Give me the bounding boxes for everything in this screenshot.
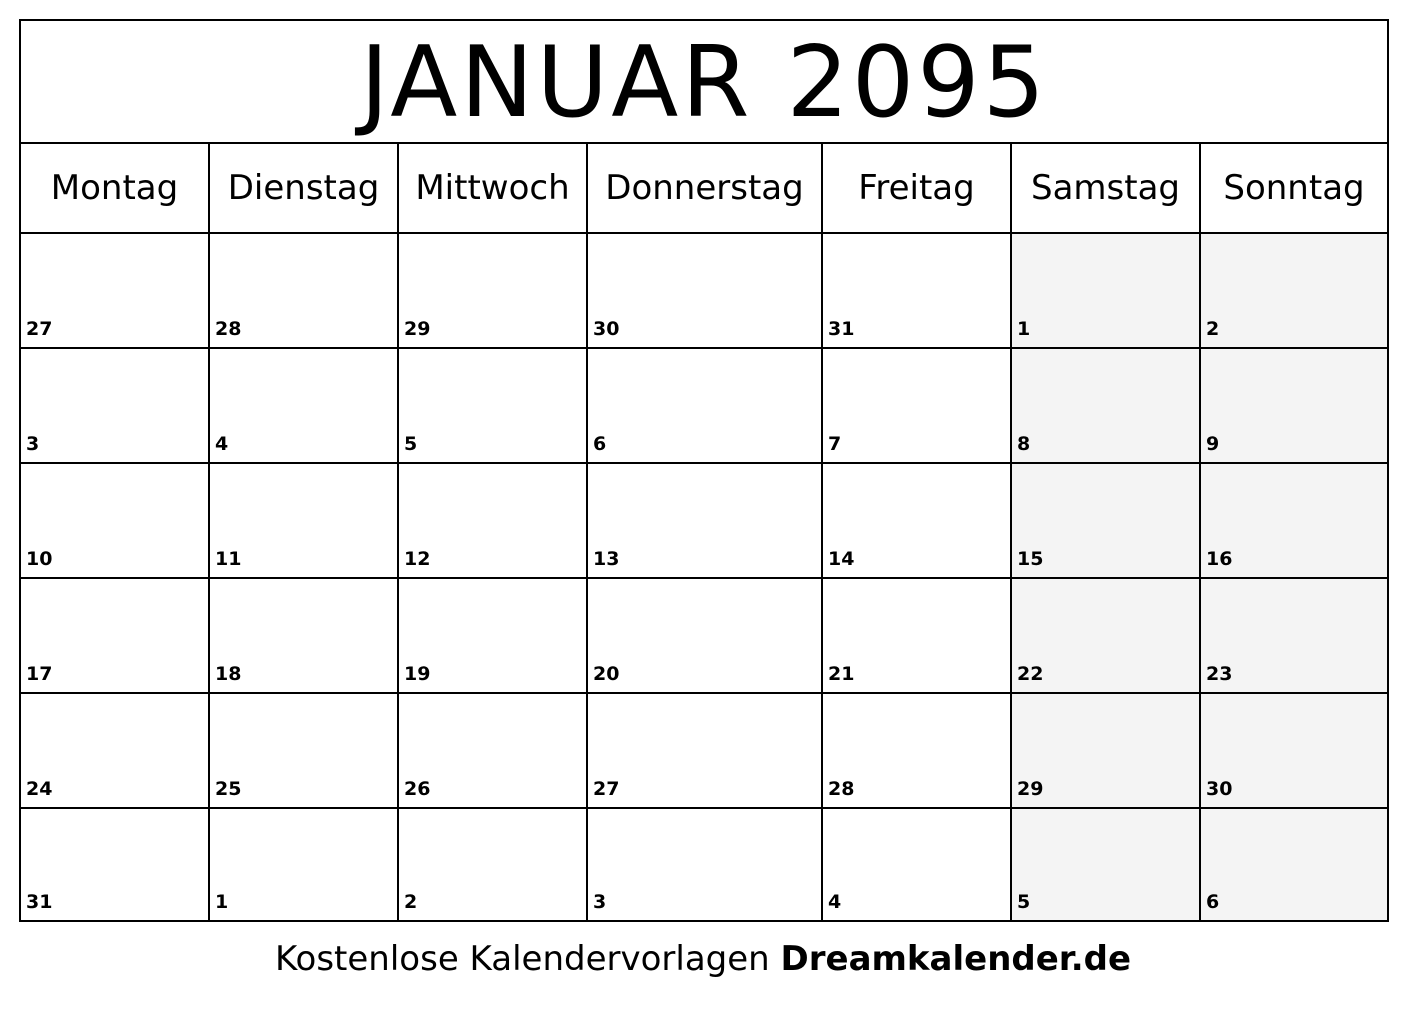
day-cell[interactable]	[588, 809, 823, 920]
day-number: 21	[828, 663, 855, 685]
day-number: 12	[404, 548, 431, 570]
day-number: 10	[26, 548, 53, 570]
day-cell[interactable]	[210, 234, 399, 349]
day-number: 3	[593, 891, 607, 913]
day-cell[interactable]	[588, 579, 823, 694]
day-number: 15	[1017, 548, 1044, 570]
day-cell[interactable]	[399, 579, 588, 694]
day-cell[interactable]	[1012, 234, 1201, 349]
day-cell[interactable]	[210, 579, 399, 694]
day-number: 16	[1206, 548, 1233, 570]
weekday-header-freitag: Freitag	[823, 144, 1012, 234]
day-number: 14	[828, 548, 855, 570]
day-number: 31	[828, 318, 855, 340]
day-cell[interactable]	[210, 464, 399, 579]
day-cell[interactable]	[399, 349, 588, 464]
day-number: 1	[215, 891, 229, 913]
day-cell[interactable]	[1201, 349, 1387, 464]
day-cell[interactable]	[1012, 809, 1201, 920]
day-cell[interactable]	[399, 234, 588, 349]
day-cell[interactable]	[823, 464, 1012, 579]
day-number: 27	[26, 318, 53, 340]
day-number: 30	[1206, 778, 1233, 800]
day-cell[interactable]	[399, 694, 588, 809]
day-number: 27	[593, 778, 620, 800]
weekday-header-samstag: Samstag	[1012, 144, 1201, 234]
day-number: 11	[215, 548, 242, 570]
day-number: 18	[215, 663, 242, 685]
day-number: 30	[593, 318, 620, 340]
day-number: 17	[26, 663, 53, 685]
day-cell[interactable]	[399, 809, 588, 920]
footer-text: Kostenlose Kalendervorlagen	[274, 939, 781, 979]
footer-brand-link[interactable]: Dreamkalender.de	[780, 939, 1132, 979]
day-cell[interactable]	[210, 694, 399, 809]
day-number: 19	[404, 663, 431, 685]
day-number: 6	[593, 433, 607, 455]
day-cell[interactable]	[823, 234, 1012, 349]
day-number: 28	[215, 318, 242, 340]
day-number: 8	[1017, 433, 1031, 455]
day-number: 22	[1017, 663, 1044, 685]
weekday-header-dienstag: Dienstag	[210, 144, 399, 234]
day-cell[interactable]	[1201, 809, 1387, 920]
day-cell[interactable]	[1201, 464, 1387, 579]
day-number: 1	[1017, 318, 1031, 340]
day-cell[interactable]	[1012, 349, 1201, 464]
day-cell[interactable]	[399, 464, 588, 579]
footer	[0, 938, 1406, 980]
day-cell[interactable]	[1012, 579, 1201, 694]
day-cell[interactable]	[588, 234, 823, 349]
day-number: 6	[1206, 891, 1220, 913]
day-number: 20	[593, 663, 620, 685]
day-cell[interactable]	[21, 464, 210, 579]
day-number: 2	[404, 891, 418, 913]
day-number: 5	[1017, 891, 1031, 913]
day-number: 24	[26, 778, 53, 800]
day-cell[interactable]	[21, 579, 210, 694]
day-cell[interactable]	[823, 579, 1012, 694]
day-number: 2	[1206, 318, 1220, 340]
day-cell[interactable]	[210, 809, 399, 920]
day-number: 13	[593, 548, 620, 570]
day-cell[interactable]	[588, 694, 823, 809]
day-cell[interactable]	[1012, 464, 1201, 579]
day-number: 23	[1206, 663, 1233, 685]
day-number: 28	[828, 778, 855, 800]
day-cell[interactable]	[21, 809, 210, 920]
month-title: JANUAR 2095	[360, 25, 1048, 140]
day-cell[interactable]	[21, 349, 210, 464]
day-cell[interactable]	[1201, 694, 1387, 809]
day-number: 29	[404, 318, 431, 340]
day-number: 29	[1017, 778, 1044, 800]
day-number: 31	[26, 891, 53, 913]
day-number: 9	[1206, 433, 1220, 455]
day-cell[interactable]	[21, 234, 210, 349]
day-number: 7	[828, 433, 842, 455]
calendar-grid	[19, 19, 1389, 922]
day-number: 4	[828, 891, 842, 913]
day-number: 25	[215, 778, 242, 800]
day-cell[interactable]	[823, 694, 1012, 809]
weekday-header-sonntag: Sonntag	[1201, 144, 1387, 234]
weekday-header-donnerstag: Donnerstag	[588, 144, 823, 234]
day-cell[interactable]	[1012, 694, 1201, 809]
day-cell[interactable]	[823, 349, 1012, 464]
day-cell[interactable]	[1201, 579, 1387, 694]
title-row	[21, 21, 1387, 144]
weekday-header-mittwoch: Mittwoch	[399, 144, 588, 234]
day-cell[interactable]	[210, 349, 399, 464]
day-cell[interactable]	[21, 694, 210, 809]
day-cell[interactable]	[588, 464, 823, 579]
day-cell[interactable]	[588, 349, 823, 464]
day-number: 4	[215, 433, 229, 455]
weekday-header-montag: Montag	[21, 144, 210, 234]
day-cell[interactable]	[1201, 234, 1387, 349]
day-number: 26	[404, 778, 431, 800]
day-number: 5	[404, 433, 418, 455]
day-number: 3	[26, 433, 40, 455]
day-cell[interactable]	[823, 809, 1012, 920]
